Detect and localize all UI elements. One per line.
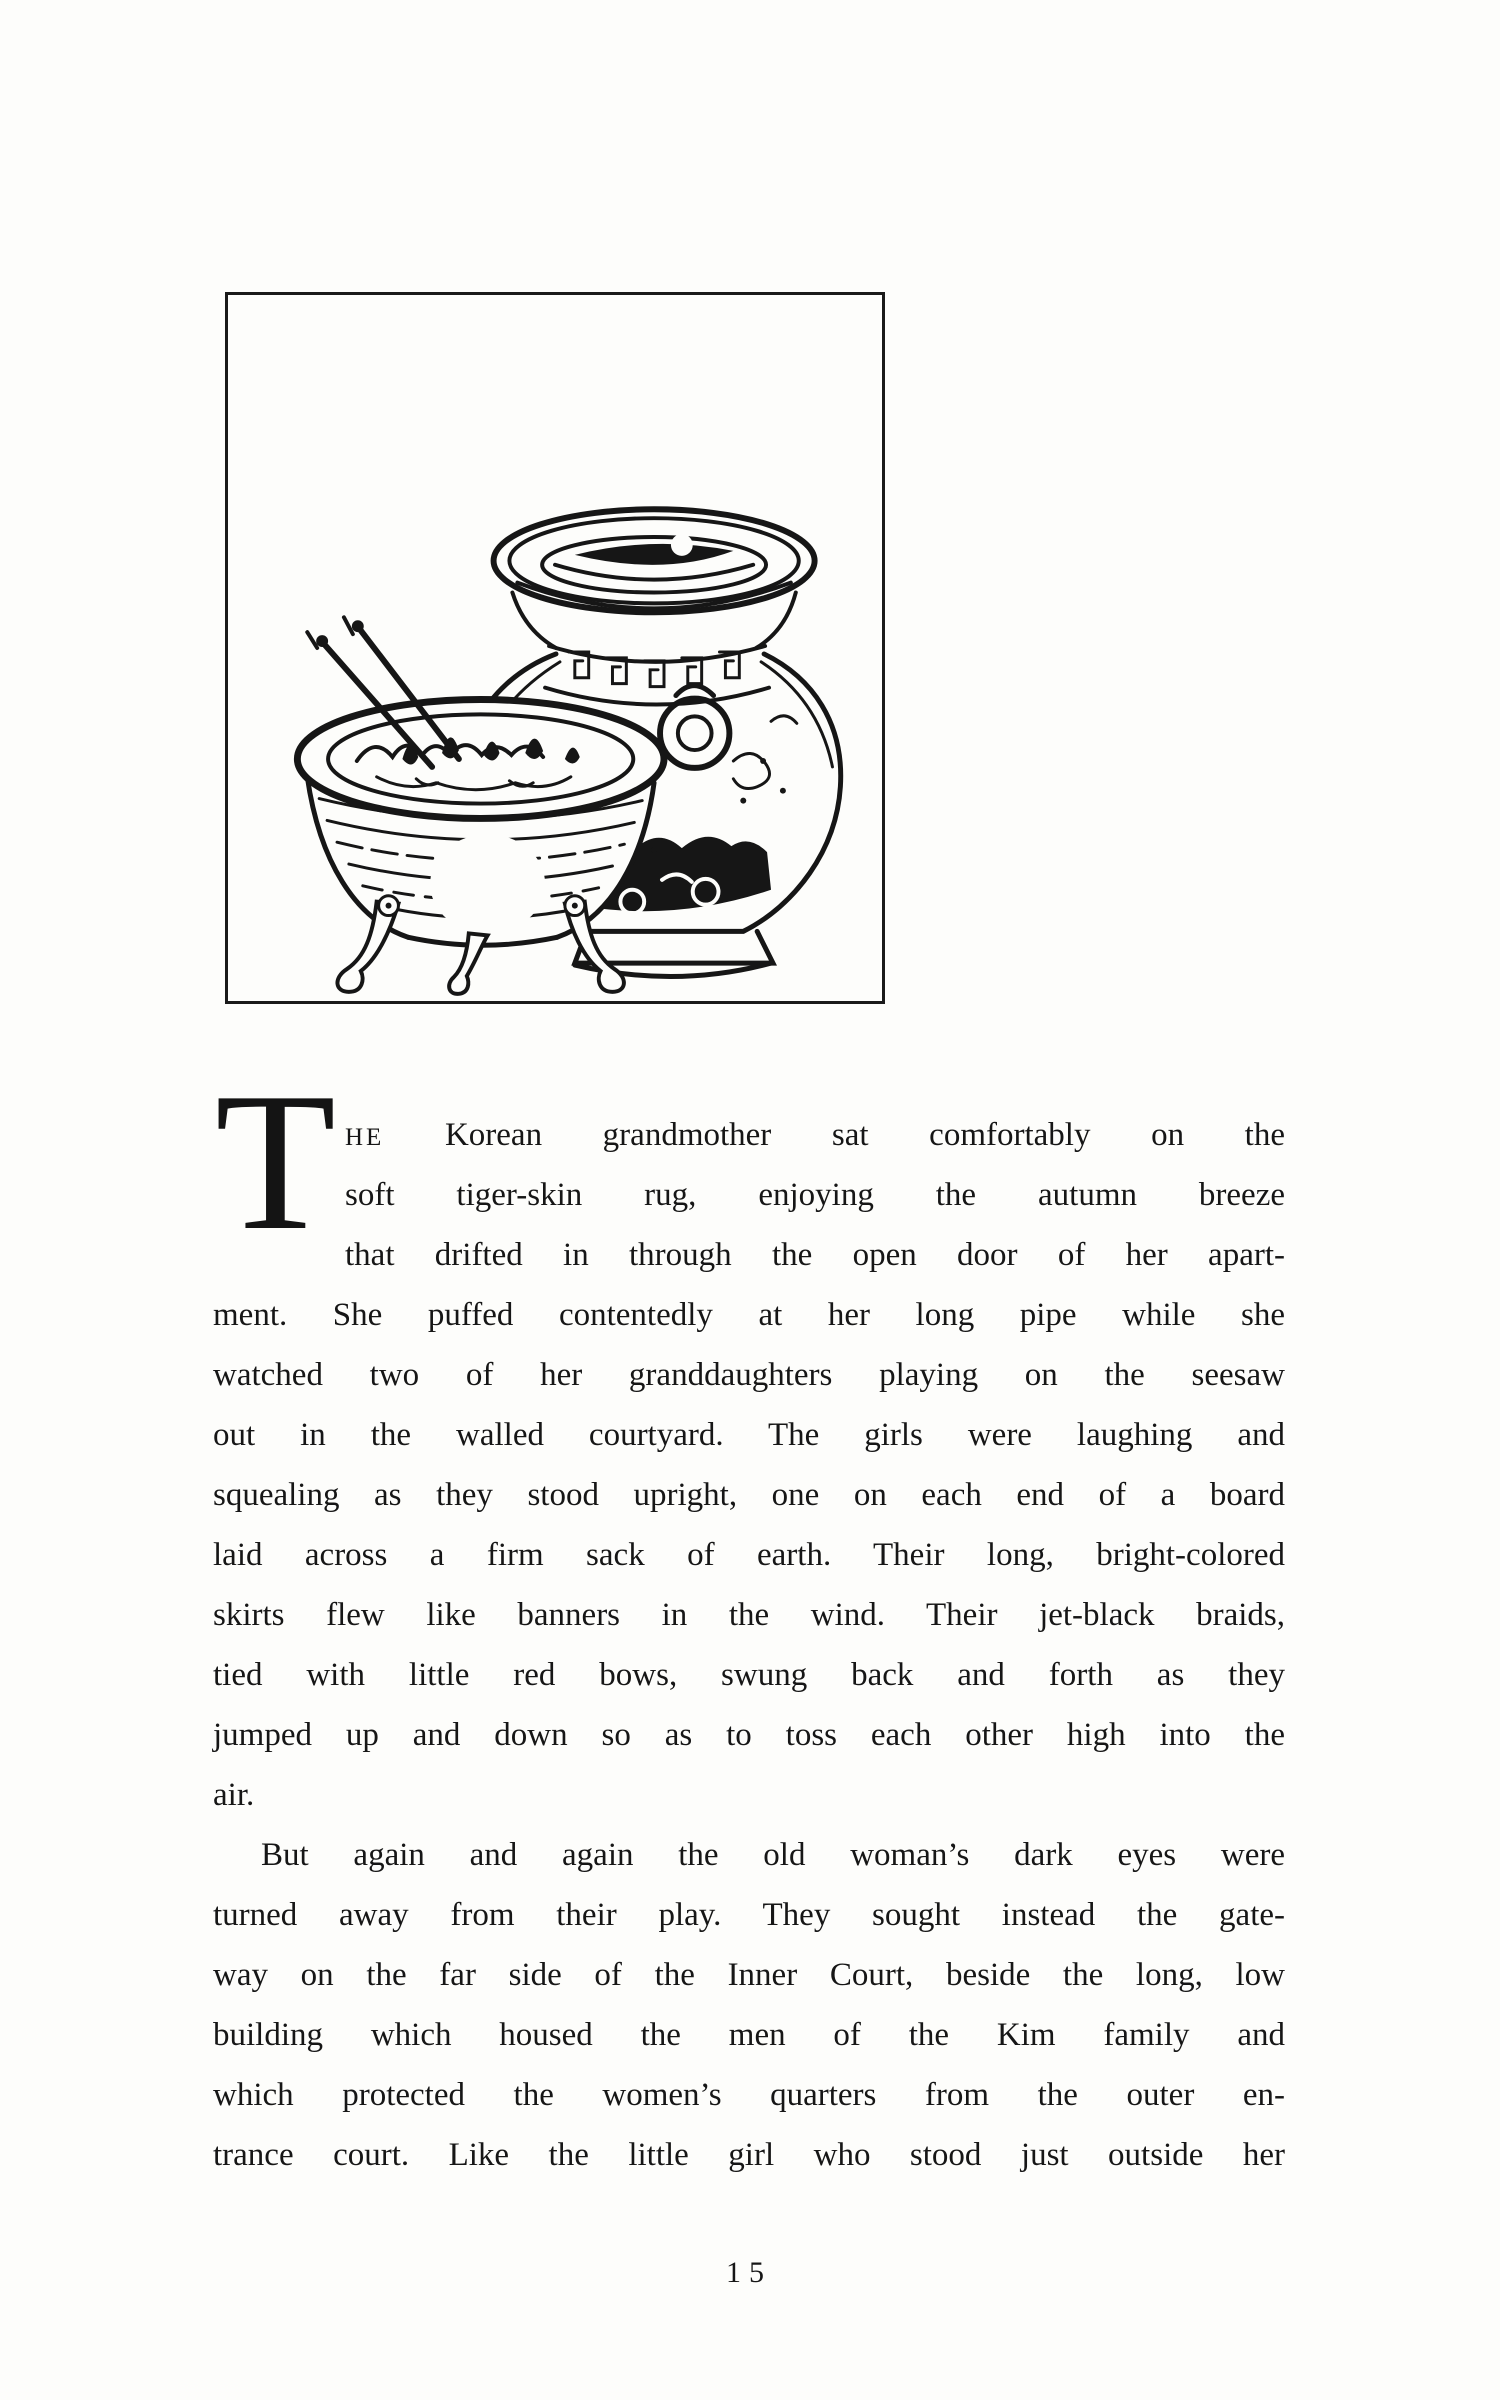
body-text [213,1052,1286,2185]
body-line: turned away from their play. They sought instead the gate- [213,1897,1285,1933]
body-line: air. [213,1777,255,1813]
body-line: trance court. Like the little girl who stood just outside her [213,2137,1285,2173]
body-line: laid across a firm sack of earth. Their long, bright-colored [213,1537,1285,1573]
page-number: 15 [726,2256,772,2289]
body-line: which protected the women’s quarters from the outer en- [213,2077,1285,2113]
body-line: squealing as they stood upright, one on each end of a board [213,1477,1285,1513]
body-line-text: Korean grandmother sat comfortably on the [444,1117,1286,1153]
tripod-brazier-drawing [297,617,664,994]
body-line: tied with little red bows, swung back and forth as they [213,1657,1285,1693]
body-line: ment. She puffed contentedly at her long pipe while she [213,1297,1285,1333]
woodcut-illustration [228,295,882,1001]
body-line: way on the far side of the Inner Court, beside the long, low [213,1957,1285,1993]
illustration-frame [225,292,885,1004]
body-line: building which housed the men of the Kim family and [213,2017,1285,2053]
body-line: soft tiger-skin rug, enjoying the autumn breeze [345,1177,1285,1213]
lead-small-caps: HE [345,1124,385,1151]
body-line [213,1105,1285,1165]
body-line: jumped up and down so as to toss each other high into the [213,1717,1285,1753]
body-line: out in the walled courtyard. The girls were laughing and [213,1417,1285,1453]
body-line: skirts flew like banners in the wind. Their jet-black braids, [213,1597,1285,1633]
body-line: But again and again the old woman’s dark eyes were [261,1837,1285,1873]
drop-cap: T [215,1052,336,1271]
body-line: watched two of her granddaughters playing on the seesaw [213,1357,1285,1393]
body-line: that drifted in through the open door of her apart- [345,1237,1285,1273]
